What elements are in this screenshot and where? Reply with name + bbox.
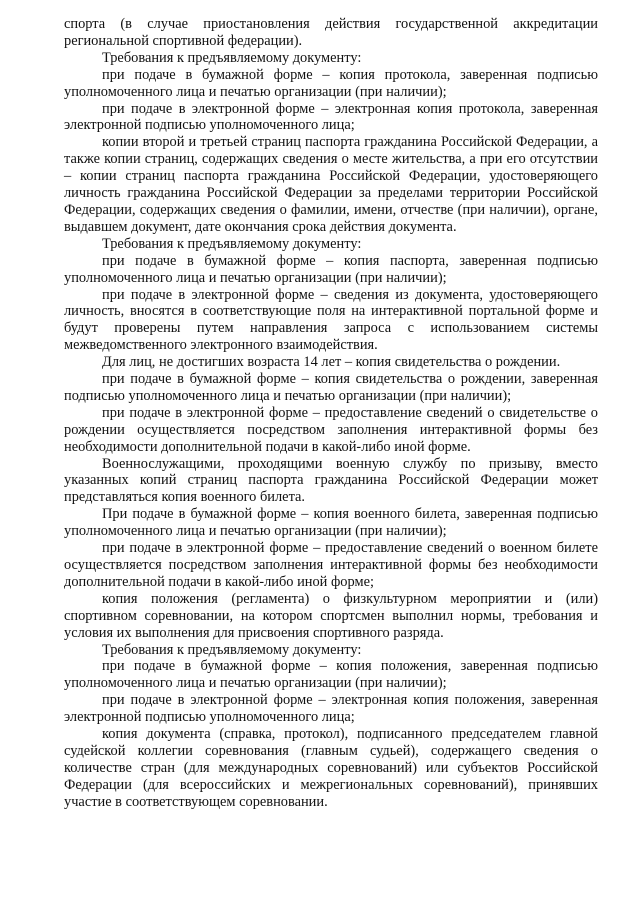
paragraph: при подаче в электронной форме – предоставление сведений о свидетельстве о рождении осуществляется посредством заполнения интерактивной формы без необходимости дополнительной подачи в какой-либо иной форме. [64,404,598,455]
paragraph: копия документа (справка, протокол), подписанного председателем главной судейской коллегии соревнования (главным судьей), содержащего сведения о количестве стран (для международных соревнований) или субъектов Российской Федерации (для всероссийских и межрегиональных соревнований), принявших участие в соответствующем соревновании. [64,726,598,810]
paragraph: при подаче в электронной форме – электронная копия положения, заверенная электронной подписью уполномоченного лица; [64,692,598,726]
document-page [64,16,598,811]
paragraph: Военнослужащими, проходящими военную службу по призыву, вместо указанных копий страниц паспорта гражданина Российской Федерации может представляться копия военного билета. [64,455,598,506]
paragraph: Требования к предъявляемому документу: [102,641,362,658]
paragraph: При подаче в бумажной форме – копия военного билета, заверенная подписью уполномоченного лица и печатью организации (при наличии); [64,506,598,540]
paragraph: при подаче в электронной форме – электронная копия протокола, заверенная электронной подписью уполномоченного лица; [64,100,598,134]
paragraph: при подаче в бумажной форме – копия протокола, заверенная подписью уполномоченного лица и печатью организации (при наличии); [64,66,598,100]
paragraph: копии второй и третьей страниц паспорта гражданина Российской Федерации, а также копии страниц, содержащих сведения о месте жительства, а при его отсутствии – копии страниц паспорта гражданина Российской Федерации, удостоверяющего личность гражданина Российской Федерации за пределами территории Российской Федерации, содержащих сведения о фамилии, имени, отчестве (при наличии), органе, выдавшем документ, дате окончания срока действия документа. [64,134,598,235]
paragraph: при подаче в бумажной форме – копия положения, заверенная подписью уполномоченного лица и печатью организации (при наличии); [64,658,598,692]
paragraph: копия положения (регламента) о физкультурном мероприятии и (или) спортивном соревновании, на котором спортсмен выполнил нормы, требования и условия их выполнения для присвоения спортивного разряда. [64,590,598,641]
paragraph: при подаче в бумажной форме – копия свидетельства о рождении, заверенная подписью уполномоченного лица и печатью организации (при наличии); [64,371,598,404]
paragraph: при подаче в электронной форме – сведения из документа, удостоверяющего личность, вносятся в соответствующие поля на интерактивной портальной форме и будут проверены путем направления запроса с использованием системы межведомственного электронного взаимодействия. [64,286,598,354]
paragraph: Для лиц, не достигших возраста 14 лет – копия свидетельства о рождении. [102,354,561,371]
paragraph: при подаче в электронной форме – предоставление сведений о военном билете осуществляется посредством заполнения интерактивной формы без необходимости дополнительной подачи в какой-либо иной форме; [64,540,598,590]
paragraph: при подаче в бумажной форме – копия паспорта, заверенная подписью уполномоченного лица и печатью организации (при наличии); [64,252,598,286]
paragraph: Требования к предъявляемому документу: [102,49,362,66]
paragraph: спорта (в случае приостановления действия государственной аккредитации региональной спортивной федерации). [64,16,598,49]
paragraph: Требования к предъявляемому документу: [102,235,362,252]
